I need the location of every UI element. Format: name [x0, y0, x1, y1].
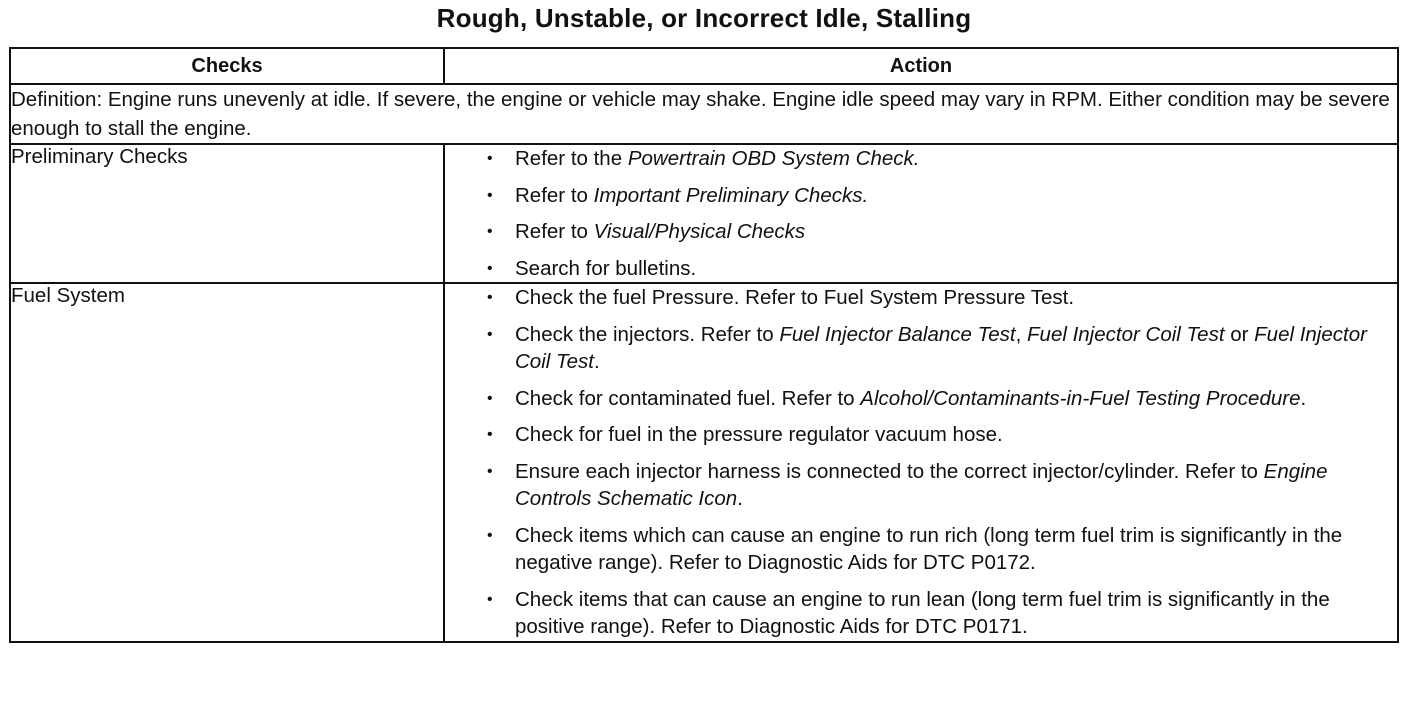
action-item: • Search for bulletins.: [445, 255, 1397, 283]
bullet-icon: •: [487, 259, 493, 277]
definition-row: [10, 84, 1398, 144]
check-name: Preliminary Checks: [10, 144, 444, 283]
action-item: • Check for contaminated fuel. Refer to Alcohol/Contaminants-in-Fuel Testing Procedure.: [445, 385, 1397, 413]
reference-link-text: Fuel Injector Coil Test: [1027, 322, 1225, 346]
definition-text: Definition: Engine runs unevenly at idle. If severe, the engine or vehicle may shake. Engine idle speed may vary in RPM. Either condition may be severe enough to stall the engine.: [10, 84, 1398, 144]
action-column-header: Action: [444, 48, 1398, 84]
page-title: Rough, Unstable, or Incorrect Idle, Stalling: [436, 3, 972, 33]
action-item: • Check items that can cause an engine to run lean (long term fuel trim is significantly in the positive range). Refer to Diagnostic Aids for DTC P0171.: [487, 587, 1330, 638]
bullet-icon: •: [487, 426, 493, 443]
table-row: [10, 283, 1398, 642]
reference-link-text: Fuel Injector Balance Test: [779, 322, 1016, 346]
action-item: • Check items which can cause an engine to run rich (long term fuel trim is significantly in the negative range). Refer to Diagnostic Aids for DTC P0172.: [487, 523, 1343, 574]
bullet-icon: •: [487, 389, 493, 407]
action-item: • Ensure each injector harness is connected to the correct injector/cylinder. Refer to Engine Controls Schematic Icon.: [487, 459, 1328, 510]
bullet-icon: •: [487, 289, 493, 306]
action-item: • Refer to Visual/Physical Checks: [445, 218, 1397, 246]
reference-link-text: Engine Controls Schematic Icon: [515, 459, 1328, 510]
bullet-icon: •: [487, 223, 493, 240]
reference-link-text: Fuel Injector Coil Test: [515, 322, 1367, 373]
diagnostic-table: [9, 47, 1399, 643]
checks-column-header: Checks: [10, 48, 444, 84]
reference-link-text: Visual/Physical Checks: [593, 220, 806, 243]
bullet-icon: •: [487, 526, 493, 544]
action-cell: [444, 144, 1398, 283]
bullet-icon: •: [487, 325, 493, 343]
action-item: • Check the fuel Pressure. Refer to Fuel System Pressure Test.: [445, 284, 1397, 312]
table-header-row: [10, 48, 1398, 84]
action-item: • Check the injectors. Refer to Fuel Injector Balance Test, Fuel Injector Coil Test or Fuel Injector Coil Test.: [487, 322, 1367, 373]
bullet-icon: •: [487, 590, 493, 608]
action-item: • Refer to the Powertrain OBD System Check.: [445, 145, 1397, 173]
action-item: • Check for fuel in the pressure regulator vacuum hose.: [445, 421, 1397, 449]
reference-link-text: Important Preliminary Checks.: [593, 183, 869, 207]
table-row: [10, 144, 1398, 283]
bullet-icon: •: [487, 186, 493, 204]
bullet-icon: •: [487, 462, 493, 480]
action-item: • Refer to Important Preliminary Checks.: [445, 182, 1397, 210]
bullet-icon: •: [487, 150, 493, 167]
check-name: Fuel System: [10, 283, 444, 642]
reference-link-text: Alcohol/Contaminants-in-Fuel Testing Procedure: [860, 386, 1301, 410]
action-cell: [444, 283, 1398, 642]
reference-link-text: Powertrain OBD System Check.: [627, 147, 920, 170]
